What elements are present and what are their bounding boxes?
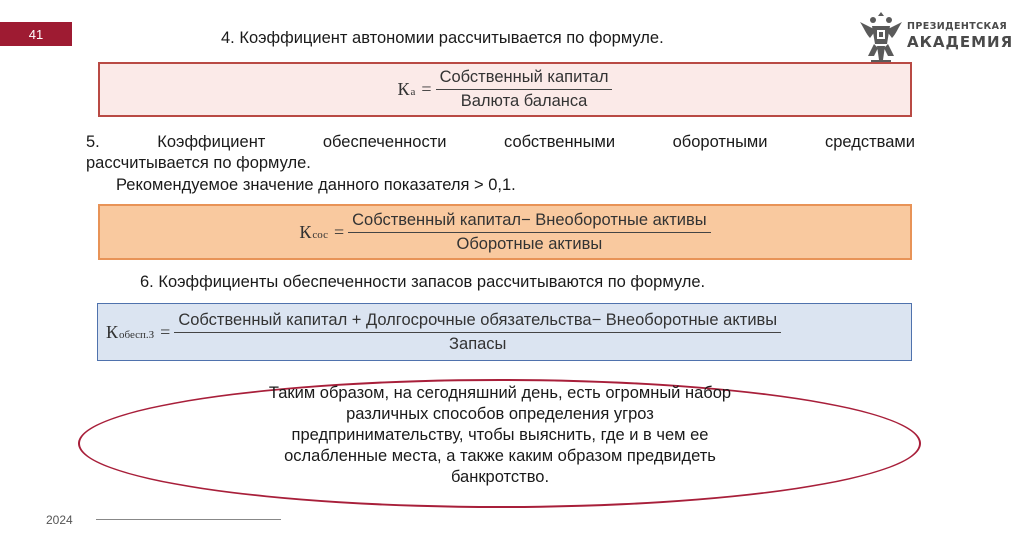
- academy-logo: [858, 8, 1014, 68]
- section5-line2: рассчитывается по формуле.: [86, 154, 311, 172]
- section6-heading: 6. Коэффициенты обеспеченности запасов рассчитываются по формуле.: [140, 273, 706, 291]
- conclusion-line: различных способов определения угроз: [346, 405, 654, 423]
- formula-box-autonomy: [98, 62, 912, 117]
- page-number-badge: [0, 22, 72, 46]
- formula-box-own-working-capital: [98, 204, 912, 260]
- formula-fraction: [174, 311, 781, 354]
- formula-numerator: Собственный капитал− Внеоборотные активы: [348, 211, 710, 233]
- logo-wordmark: [907, 22, 1013, 50]
- formula-fraction: [348, 211, 710, 254]
- footer-divider: [96, 519, 281, 520]
- formula-denominator: Оборотные активы: [456, 234, 603, 253]
- conclusion-line: Таким образом, на сегодняшний день, есть огромный набор: [268, 384, 732, 402]
- logo-line1: ПРЕЗИДЕНТСКАЯ: [907, 21, 1008, 32]
- formula-box-inventory-coverage: [97, 303, 912, 361]
- double-headed-eagle-icon: [858, 8, 904, 68]
- section4-heading: 4. Коэффициент автономии рассчитывается по формуле.: [221, 29, 664, 47]
- formula-denominator: Валюта баланса: [460, 92, 588, 110]
- conclusion-text: [200, 383, 800, 488]
- conclusion-line: банкротство.: [450, 468, 550, 486]
- section5-line3: Рекомендуемое значение данного показателя > 0,1.: [116, 176, 516, 194]
- conclusion-line: предпринимательству, чтобы выяснить, где и в чем ее: [291, 426, 709, 444]
- conclusion-line: ослабленные места, а также каким образом предвидеть: [284, 447, 716, 465]
- section5-line1: 5. Коэффициент обеспеченности собственными оборотными средствами: [86, 133, 915, 151]
- logo-line2: АКАДЕМИЯ: [907, 32, 1014, 51]
- formula-lhs: К обесп.З =: [106, 321, 171, 342]
- formula-denominator: Запасы: [449, 334, 507, 353]
- formula-fraction: [436, 68, 613, 111]
- page-number: 41: [28, 26, 44, 42]
- formula-numerator: Собственный капитал: [436, 68, 613, 90]
- formula-lhs: К а =: [397, 79, 432, 99]
- formula-lhs: К сос =: [299, 221, 345, 242]
- footer-year: 2024: [46, 513, 73, 527]
- formula-numerator: Собственный капитал + Долгосрочные обязательства− Внеоборотные активы: [174, 311, 781, 333]
